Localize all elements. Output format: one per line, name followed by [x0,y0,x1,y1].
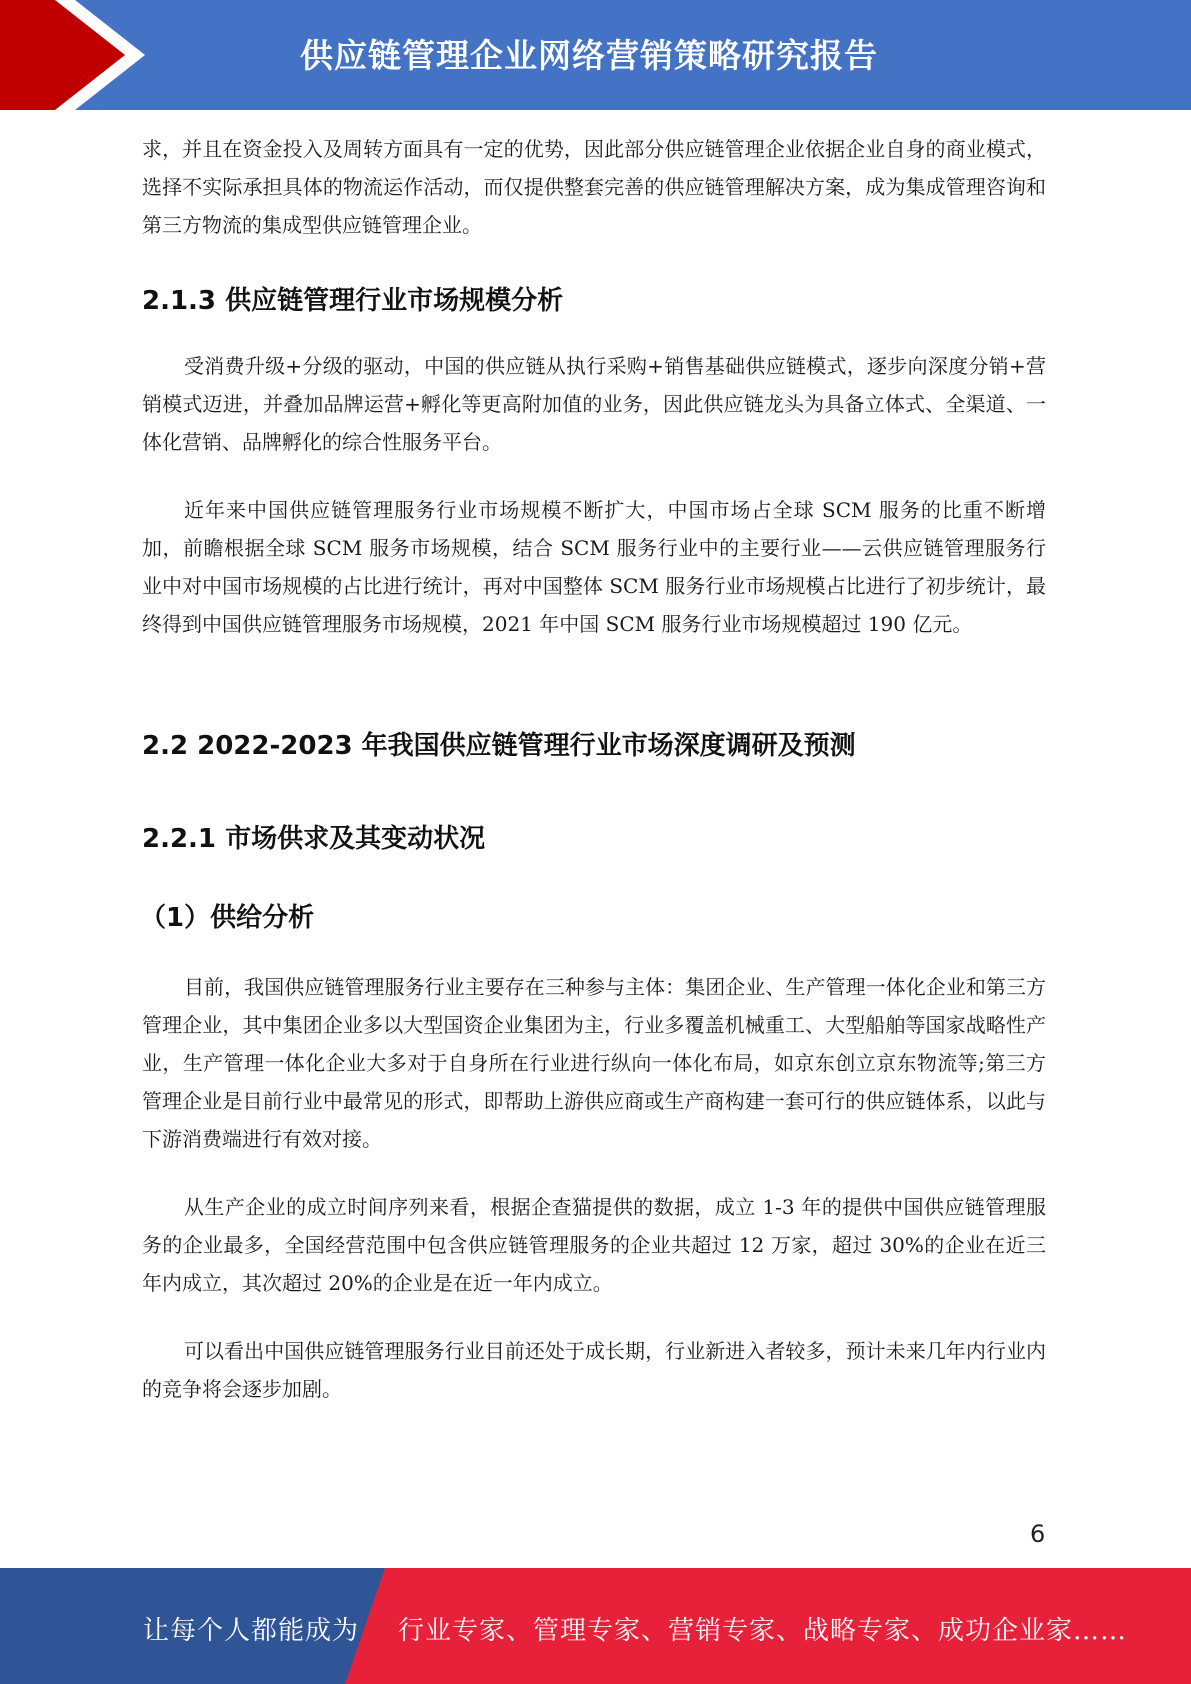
footer-slogan-left: 让每个人都能成为 [143,1616,360,1646]
header-arrow-decoration [0,0,160,110]
footer-slogan-right: 行业专家、管理专家、营销专家、战略专家、成功企业家…… [398,1616,1128,1646]
paragraph-supply-1: 目前，我国供应链管理服务行业主要存在三种参与主体：集团企业、生产管理一体化企业和第三方管理企业，其中集团企业多以大型国资企业集团为主，行业多覆盖机械重工、大型船舶等国家战略性产业，生产管理一体化企业大多对于自身所在行业进行纵向一体化布局，如京东创立京东物流等;第三方管理企业是目前行业中最常见的形式，即帮助上游供应商或生产商构建一套可行的供应链体系，以此与下游消费端进行有效对接。 [142,975,1046,1151]
paragraph-2-1-3-1: 受消费升级+分级的驱动，中国的供应链从执行采购+销售基础供应链模式，逐步向深度分销+营销模式迈进，并叠加品牌运营+孵化等更高附加值的业务，因此供应链龙头为具备立体式、全渠道、一体化营销、品牌孵化的综合性服务平台。 [142,354,1046,454]
paragraph-supply-2: 从生产企业的成立时间序列来看，根据企查猫提供的数据，成立 1-3 年的提供中国供应链管理服务的企业最多，全国经营范围中包含供应链管理服务的企业共超过 12 万家，超过 30%的企业在近三年内成立，其次超过 20%的企业是在近一年内成立。 [142,1195,1046,1295]
page-number: 6 [1030,1520,1046,1548]
page-footer [0,1568,1191,1684]
paragraph-supply-3: 可以看出中国供应链管理服务行业目前还处于成长期，行业新进入者较多，预计未来几年内行业内的竞争将会逐步加剧。 [142,1339,1046,1401]
report-title: 供应链管理企业网络营销策略研究报告 [300,36,878,75]
heading-2-1-3: 2.1.3 供应链管理行业市场规模分析 [142,286,564,316]
document-body [142,130,1046,1408]
paragraph-2-1-3-2: 近年来中国供应链管理服务行业市场规模不断扩大，中国市场占全球 SCM 服务的比重不断增加，前瞻根据全球 SCM 服务市场规模，结合 SCM 服务行业中的主要行业——云供应链管理服务行业中对中国市场规模的占比进行统计，再对中国整体 SCM 服务行业市场规模占比进行了初步统计，最终得到中国供应链管理服务市场规模，2021 年中国 SCM 服务行业市场规模超过 190 亿元。 [142,498,1046,636]
intro-paragraph: 求，并且在资金投入及周转方面具有一定的优势，因此部分供应链管理企业依据企业自身的商业模式，选择不实际承担具体的物流运作活动，而仅提供整套完善的供应链管理解决方案，成为集成管理咨询和第三方物流的集成型供应链管理企业。 [142,137,1046,237]
heading-supply-analysis: （1）供给分析 [140,903,315,933]
heading-2-2-1: 2.2.1 市场供求及其变动状况 [142,824,486,854]
heading-2-2: 2.2 2022-2023 年我国供应链管理行业市场深度调研及预测 [142,731,856,761]
page-header [0,0,1191,110]
